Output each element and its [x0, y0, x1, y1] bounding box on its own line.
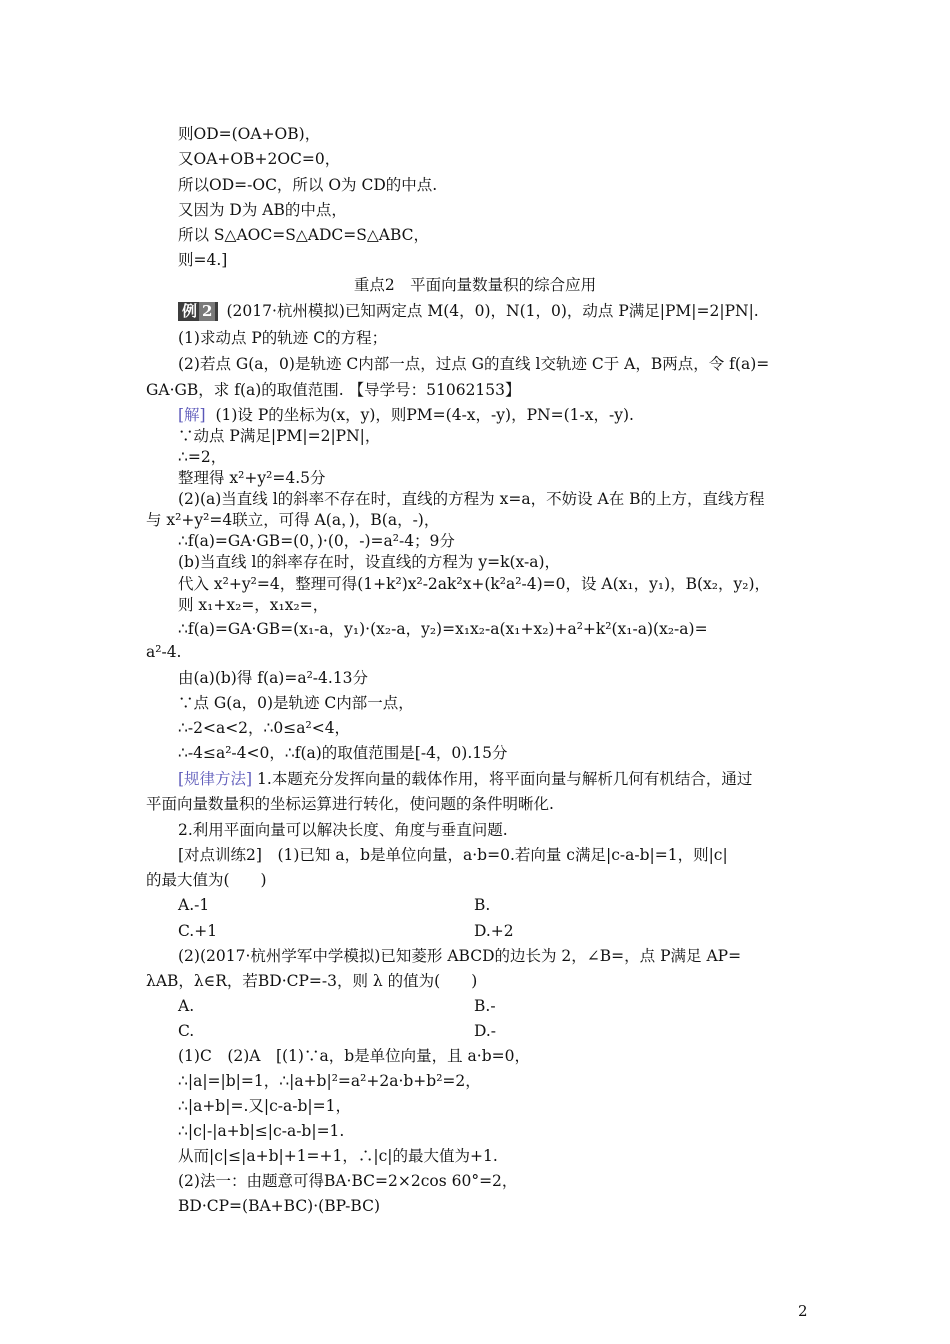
option-b: B.	[474, 896, 491, 914]
answer-line: 从而|c|≤|a+b|+1=+1，∴|c|的最大值为+1.	[178, 1147, 498, 1165]
solution-line: ∵动点 P满足|PM|=2|PN|，	[178, 427, 381, 445]
example-number: 2	[199, 302, 215, 321]
solution-line: [解] (1)设 P的坐标为(x，y)，则PM=(4-x，-y)，PN=(1-x，-y).	[178, 406, 634, 424]
solution-line: 由(a)(b)得 f(a)=a²-4.13分	[178, 669, 369, 687]
solution-label: [解]	[178, 406, 206, 424]
option-a: A.-1	[178, 896, 210, 914]
solution-line: (b)当直线 l的斜率存在时，设直线的方程为 y=k(x-a)，	[178, 553, 561, 571]
solution-line: 则 x₁+x₂=，x₁x₂=，	[178, 596, 329, 614]
answer-line: (1)C (2)A [(1)∵a，b是单位向量，且 a·b=0，	[178, 1047, 530, 1065]
method-line: 平面向量数量积的坐标运算进行转化，使问题的条件明晰化.	[146, 795, 554, 813]
text-line: 所以OD=-OC，所以 O为 CD的中点.	[178, 176, 438, 194]
option-d: D.+2	[474, 922, 514, 940]
question-2-line-2: GA·GB，求 f(a)的取值范围. 【导学号：51062153】	[146, 381, 521, 399]
solution-line: ∴f(a)=GA·GB=(x₁-a，y₁)·(x₂-a，y₂)=x₁x₂-a(x₁+x₂)+a²+k²(x₁-a)(x₂-a)=	[178, 620, 708, 638]
training-q2: (2)(2017·杭州学军中学模拟)已知菱形 ABCD的边长为 2，∠B=，点 P满足 AP=	[178, 947, 742, 965]
page-number: 2	[798, 1302, 808, 1320]
answer-line: ∴|a+b|=.又|c-a-b|=1，	[178, 1097, 351, 1115]
solution-line: ∴=2，	[178, 448, 227, 466]
answer-line: ∴|c|-|a+b|≤|c-a-b|=1.	[178, 1122, 345, 1140]
option-b: B.-	[474, 997, 496, 1015]
example-heading	[178, 301, 759, 321]
method-line: [规律方法] 1.本题充分发挥向量的载体作用，将平面向量与解析几何有机结合，通过	[178, 770, 753, 788]
text-line: 又因为 D为 AB的中点，	[178, 201, 347, 219]
solution-line: ∴-2<a<2，∴0≤a²<4，	[178, 719, 351, 737]
solution-line: 代入 x²+y²=4，整理可得(1+k²)x²-2ak²x+(k²a²-4)=0，设 A(x₁，y₁)，B(x₂，y₂)，	[178, 575, 771, 593]
example-badge: 例 2	[178, 302, 218, 321]
option-c: C.+1	[178, 922, 218, 940]
question-2-line-1: (2)若点 G(a，0)是轨迹 C内部一点，过点 G的直线 l交轨迹 C于 A，B两点，令 f(a)=	[178, 355, 770, 373]
answer-line: (2)法一：由题意可得BA·BC=2×2cos 60°=2，	[178, 1172, 518, 1190]
question-1: (1)求动点 P的轨迹 C的方程；	[178, 329, 388, 347]
text-line: 又OA+OB+2OC=0，	[178, 150, 341, 168]
section-title: 重点2 平面向量数量积的综合应用	[353, 276, 597, 294]
training-title-cont: 的最大值为( )	[146, 871, 267, 889]
solution-line: ∴-4≤a²-4<0，∴f(a)的取值范围是[-4，0).15分	[178, 744, 508, 762]
text-line: 所以 S△AOC=S△ADC=S△ABC，	[178, 226, 429, 244]
solution-line: ∵点 G(a，0)是轨迹 C内部一点，	[178, 694, 414, 712]
text-line: 则OD=(OA+OB)，	[178, 125, 321, 143]
solution-line: 与 x²+y²=4联立，可得 A(a，)，B(a，-)，	[146, 511, 440, 529]
method-label: [规律方法]	[178, 770, 253, 788]
answer-line: BD·CP=(BA+BC)·(BP-BC)	[178, 1197, 380, 1215]
solution-line: 整理得 x²+y²=4.5分	[178, 469, 326, 487]
option-c: C.	[178, 1022, 195, 1040]
option-a: A.	[178, 997, 195, 1015]
solution-line: (2)(a)当直线 l的斜率不存在时，直线的方程为 x=a，不妨设 A在 B的上方，直线方程	[178, 490, 765, 508]
example-text: (2017·杭州模拟)已知两定点 M(4，0)，N(1，0)，动点 P满足|PM|=2|PN|.	[226, 302, 759, 320]
text-line: 则=4.]	[178, 251, 228, 269]
option-d: D.-	[474, 1022, 497, 1040]
method-line: 2.利用平面向量可以解决长度、角度与垂直问题.	[178, 821, 508, 839]
training-title: [对点训练2] (1)已知 a，b是单位向量，a·b=0.若向量 c满足|c-a-b|=1，则|c|	[178, 846, 728, 864]
solution-line: a²-4.	[146, 643, 182, 661]
solution-line: ∴f(a)=GA·GB=(0，)·(0，-)=a²-4；9分	[178, 532, 455, 550]
answer-line: ∴|a|=|b|=1，∴|a+b|²=a²+2a·b+b²=2，	[178, 1072, 481, 1090]
training-q2-cont: λAB，λ∈R，若BD·CP=-3，则 λ 的值为( )	[146, 972, 478, 990]
